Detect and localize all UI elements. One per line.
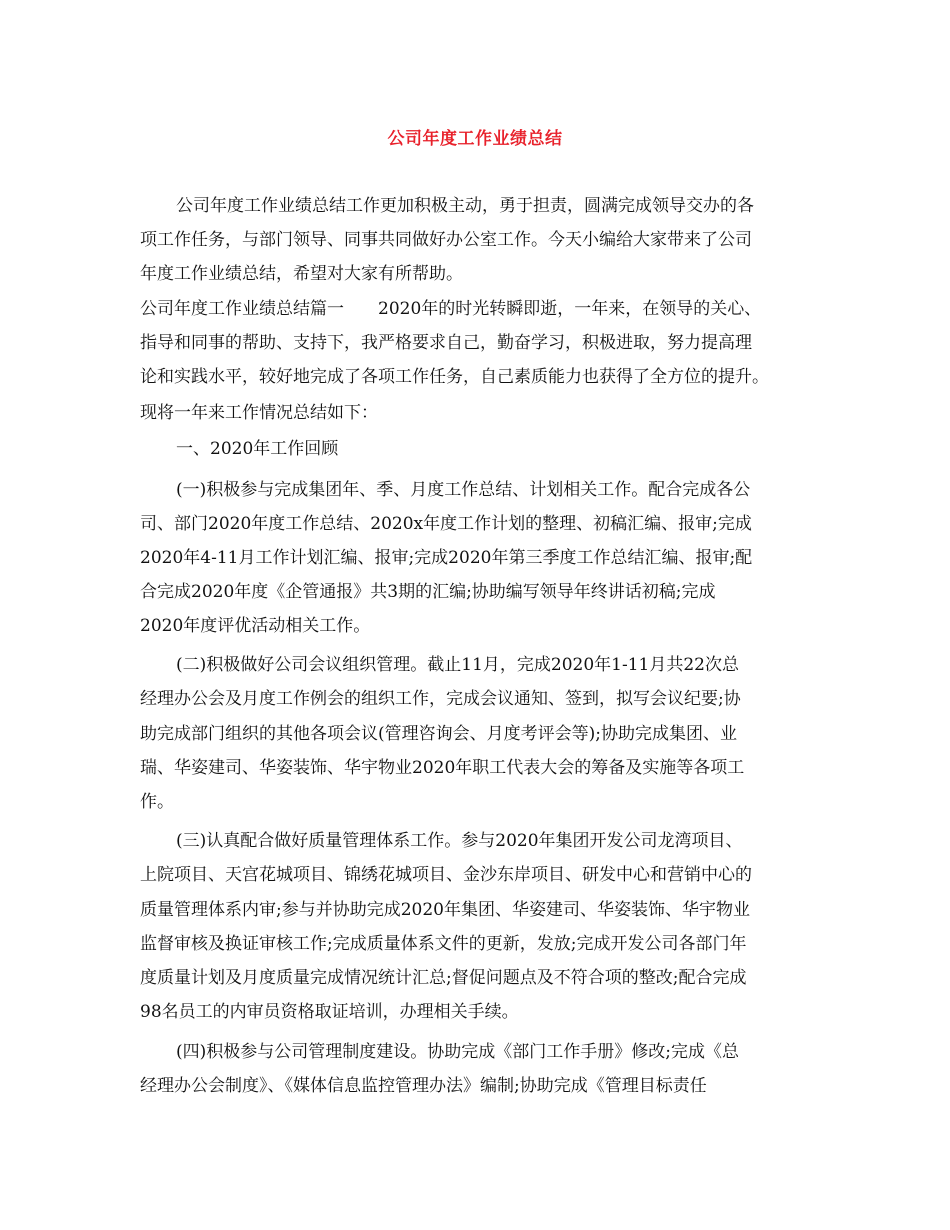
paragraph-line: 助完成部门组织的其他各项会议(管理咨询会、月度考评会等);协助完成集团、业: [140, 724, 737, 744]
paragraph-line: (二)积极做好公司会议组织管理。截止11月，完成2020年1-11月共22次总: [176, 655, 739, 675]
paragraph-line: 指导和同事的帮助、支持下，我严格要求自己，勤奋学习，积极进取，努力提高理: [140, 333, 752, 353]
paragraph-line: 瑞、华姿建司、华姿装饰、华宇物业2020年职工代表大会的筹备及实施等各项工: [140, 758, 745, 778]
paragraph-line: 司、部门2020年度工作总结、2020x年度工作计划的整理、初稿汇编、报审;完成: [140, 514, 752, 534]
paragraph-line: 项工作任务，与部门领导、同事共同做好办公室工作。今天小编给大家带来了公司: [140, 230, 752, 250]
paragraph-line: 经理办公会制度》、《媒体信息监控管理办法》编制;协助完成《管理目标责任: [140, 1076, 707, 1096]
paragraph-line: 质量管理体系内审;参与并协助完成2020年集团、华姿建司、华姿装饰、华宇物业: [140, 900, 750, 920]
paragraph-line: 公司年度工作业绩总结篇一 2020年的时光转瞬即逝，一年来，在领导的关心、: [140, 299, 762, 319]
paragraph-line: 公司年度工作业绩总结工作更加积极主动，勇于担责，圆满完成领导交办的各: [176, 196, 754, 216]
paragraph-line: 监督审核及换证审核工作;完成质量体系文件的更新，发放;完成开发公司各部门年: [140, 934, 747, 954]
section-heading: 一、2020年工作回顾: [176, 439, 339, 459]
paragraph-line: 上院项目、天宫花城项目、锦绣花城项目、金沙东岸项目、研发中心和营销中心的: [140, 865, 752, 885]
paragraph-line: 现将一年来工作情况总结如下：: [140, 403, 378, 423]
paragraph-line: 度质量计划及月度质量完成情况统计汇总;督促问题点及不符合项的整改;配合完成: [140, 968, 747, 988]
paragraph-line: 2020年4-11月工作计划汇编、报审;完成2020年第三季度工作总结汇编、报审;配: [140, 548, 753, 568]
paragraph-line: (三)认真配合做好质量管理体系工作。参与2020年集团开发公司龙湾项目、: [176, 831, 743, 851]
paragraph-line: (四)积极参与公司管理制度建设。协助完成《部门工作手册》修改;完成《总: [176, 1042, 739, 1062]
paragraph-line: (一)积极参与完成集团年、季、月度工作总结、计划相关工作。配合完成各公: [176, 480, 751, 500]
paragraph-line: 98名员工的内审员资格取证培训，办理相关手续。: [140, 1002, 519, 1022]
paragraph-line: 作。: [140, 792, 174, 812]
paragraph-line: 年度工作业绩总结，希望对大家有所帮助。: [140, 264, 463, 284]
paragraph-line: 合完成2020年度《企管通报》共3期的汇编;协助编写领导年终讲话初稿;完成: [140, 582, 716, 602]
paragraph-line: 2020年度评优活动相关工作。: [140, 616, 371, 636]
paragraph-line: 论和实践水平，较好地完成了各项工作任务，自己素质能力也获得了全方位的提升。: [140, 367, 769, 387]
document-title: 公司年度工作业绩总结: [387, 129, 563, 149]
paragraph-line: 经理办公会及月度工作例会的组织工作，完成会议通知、签到，拟写会议纪要;协: [140, 689, 741, 709]
